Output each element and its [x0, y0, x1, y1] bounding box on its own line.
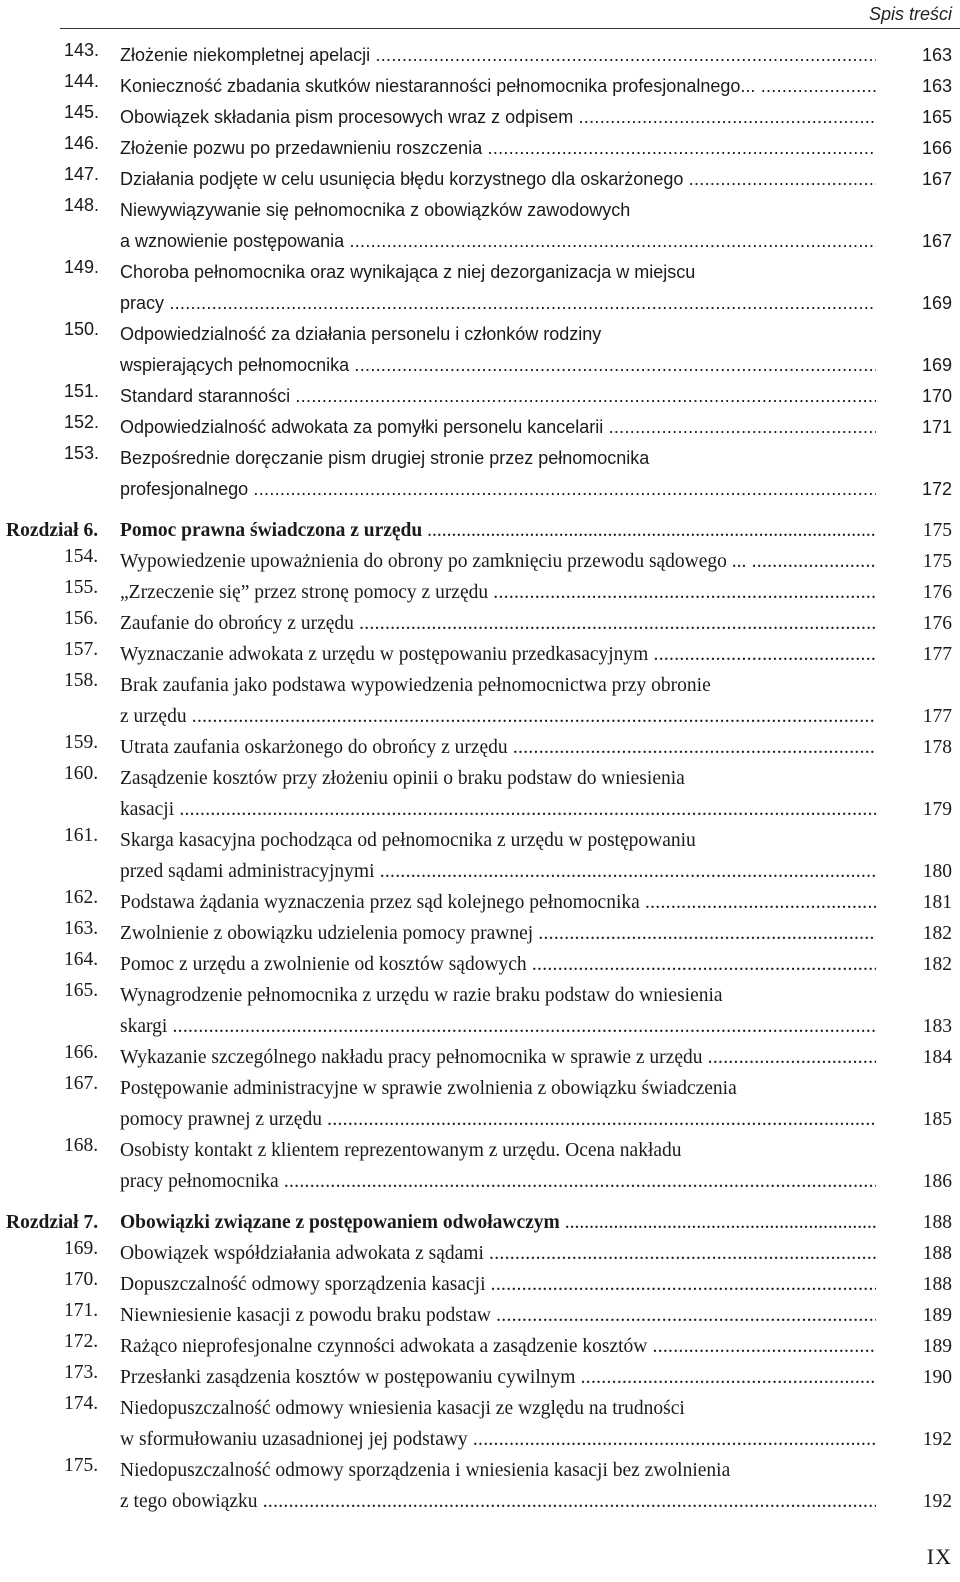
entry-page-number: 180 [922, 861, 952, 882]
entry-title-line: Podstawa żądania wyznaczenia przez sąd kolejnego pełnomocnika ..... [120, 887, 876, 918]
header-divider [60, 28, 960, 29]
entry-number: 162. [64, 887, 99, 908]
entry-number: 154. [64, 546, 99, 567]
chapter-page-number: 175 [922, 520, 952, 541]
entry-number: 168. [64, 1135, 99, 1156]
entry-number: 164. [64, 949, 99, 970]
entry-title-line: Brak zaufania jako podstawa wypowiedzenia pełnomocnictwa przy obronie [120, 675, 711, 696]
toc-entry [0, 1455, 960, 1517]
entry-title-line: Wykazanie szczególnego nakładu pracy pełnomocnika w sprawie z urzędu ..... [120, 1042, 876, 1073]
toc-entry [0, 1073, 960, 1135]
entry-page-number: 185 [922, 1109, 952, 1130]
entry-title-line: Niewywiązywanie się pełnomocnika z obowiązków zawodowych [120, 200, 631, 220]
entry-title-line: Złożenie pozwu po przedawnieniu roszczenia ..... [120, 133, 876, 164]
entry-page-number: 190 [922, 1367, 952, 1388]
entry-title-line: Zasądzenie kosztów przy złożeniu opinii o braku podstaw do wniesienia [120, 768, 685, 789]
entry-title-line: Konieczność zbadania skutków niestaranności pełnomocnika profesjonalnego... ..... [120, 71, 876, 102]
entry-page-number: 188 [922, 1274, 952, 1295]
toc-entry [0, 546, 960, 577]
chapter-prefix: Rozdział 6. [6, 520, 99, 541]
entry-title-line: z tego obowiązku ..... [120, 1486, 876, 1517]
entry-number: 151. [64, 381, 100, 401]
entry-title-line: Bezpośrednie doręczanie pism drugiej stronie przez pełnomocnika [120, 448, 650, 468]
entry-title-line: a wznowienie postępowania ..... [120, 226, 876, 257]
toc-entry [0, 102, 960, 133]
toc-entry [0, 133, 960, 164]
toc-entry [0, 608, 960, 639]
entry-page-number: 183 [922, 1016, 952, 1037]
entry-title-line: Zwolnienie z obowiązku udzielenia pomocy prawnej ..... [120, 918, 876, 949]
entry-title-line: Skarga kasacyjna pochodząca od pełnomocnika z urzędu w postępowaniu [120, 830, 696, 851]
toc-entry [0, 40, 960, 71]
chapter-page-number: 188 [922, 1212, 952, 1233]
toc-entry [0, 639, 960, 670]
toc-entry [0, 577, 960, 608]
toc-entry [0, 887, 960, 918]
entry-title-line: Niewniesienie kasacji z powodu braku podstaw ..... [120, 1300, 876, 1331]
entry-number: 147. [64, 164, 100, 184]
entry-page-number: 176 [922, 613, 952, 634]
toc-entry [0, 732, 960, 763]
entry-title-line: Rażąco nieprofesjonalne czynności adwokata a zasądzenie kosztów ..... [120, 1331, 876, 1362]
toc-entry [0, 1269, 960, 1300]
entry-title-line: Obowiązek składania pism procesowych wraz z odpisem ..... [120, 102, 876, 133]
entry-title-line: przed sądami administracyjnymi ..... [120, 856, 876, 887]
entry-page-number: 171 [921, 417, 952, 437]
toc-entry [0, 980, 960, 1042]
toc-entry [0, 1300, 960, 1331]
toc-entry [0, 1238, 960, 1269]
entry-number: 175. [64, 1455, 99, 1476]
entry-page-number: 179 [922, 799, 952, 820]
entry-title-line: Przesłanki zasądzenia kosztów w postępowaniu cywilnym ..... [120, 1362, 876, 1393]
entry-title-line: Działania podjęte w celu usunięcia błędu korzystnego dla oskarżonego ..... [120, 164, 876, 195]
entry-page-number: 188 [922, 1243, 952, 1264]
entry-page-number: 163 [921, 45, 952, 65]
entry-page-number: 172 [921, 479, 952, 499]
entry-number: 145. [64, 102, 100, 122]
entry-page-number: 177 [922, 644, 952, 665]
toc-entry [0, 949, 960, 980]
entry-title-line: profesjonalnego ..... [120, 474, 876, 505]
entry-page-number: 163 [921, 76, 952, 96]
entry-page-number: 176 [922, 582, 952, 603]
toc-entry [0, 164, 960, 195]
entry-number: 146. [64, 133, 100, 153]
running-header-section-label: Spis treści [868, 4, 952, 24]
entry-number: 158. [64, 670, 99, 691]
entry-number: 167. [64, 1073, 99, 1094]
chapter-title: Pomoc prawna świadczona z urzędu ..... [120, 515, 876, 546]
entry-page-number: 175 [922, 551, 952, 572]
toc-entry [0, 71, 960, 102]
entry-page-number: 189 [922, 1336, 952, 1357]
entry-number: 153. [64, 443, 100, 463]
entry-number: 156. [64, 608, 99, 629]
toc-entry [0, 412, 960, 443]
entry-number: 163. [64, 918, 99, 939]
entry-page-number: 170 [921, 386, 952, 406]
entry-number: 165. [64, 980, 99, 1001]
toc-entry [0, 825, 960, 887]
entry-page-number: 165 [921, 107, 952, 127]
entry-title-line: Obowiązek współdziałania adwokata z sądami ..... [120, 1238, 876, 1269]
entry-title-line: Wyznaczanie adwokata z urzędu w postępowaniu przedkasacyjnym ..... [120, 639, 876, 670]
entry-title-line: Niedopuszczalność odmowy sporządzenia i wniesienia kasacji bez zwolnienia [120, 1460, 731, 1481]
entry-number: 171. [64, 1300, 99, 1321]
entry-number: 170. [64, 1269, 99, 1290]
entry-title-line: „Zrzeczenie się” przez stronę pomocy z urzędu ..... [120, 577, 876, 608]
entry-number: 166. [64, 1042, 99, 1063]
entry-number: 160. [64, 763, 99, 784]
entry-title-line: z urzędu ..... [120, 701, 876, 732]
entry-number: 174. [64, 1393, 99, 1414]
entry-title-line: pracy pełnomocnika ..... [120, 1166, 876, 1197]
entry-number: 173. [64, 1362, 99, 1383]
entry-number: 155. [64, 577, 99, 598]
entry-title-line: w sformułowaniu uzasadnionej jej podstawy ..... [120, 1424, 876, 1455]
toc-entry [0, 381, 960, 412]
entry-page-number: 186 [922, 1171, 952, 1192]
entry-title-line: Wypowiedzenie upoważnienia do obrony po zamknięciu przewodu sądowego ... ..... [120, 546, 876, 577]
toc-entry [0, 1331, 960, 1362]
entry-number: 150. [64, 319, 100, 339]
entry-number: 144. [64, 71, 100, 91]
table-of-contents [0, 40, 960, 1517]
toc-chapter-heading [0, 515, 960, 546]
entry-number: 161. [64, 825, 99, 846]
toc-entry [0, 1135, 960, 1197]
entry-title-line: wspierających pełnomocnika ..... [120, 350, 876, 381]
entry-title-line: Złożenie niekompletnej apelacji ..... [120, 40, 876, 71]
entry-page-number: 184 [922, 1047, 952, 1068]
entry-title-line: Niedopuszczalność odmowy wniesienia kasacji ze względu na trudności [120, 1398, 685, 1419]
entry-page-number: 169 [921, 355, 952, 375]
entry-page-number: 178 [922, 737, 952, 758]
entry-number: 143. [64, 40, 100, 60]
entry-title-line: Dopuszczalność odmowy sporządzenia kasacji ..... [120, 1269, 876, 1300]
entry-number: 159. [64, 732, 99, 753]
toc-entry [0, 918, 960, 949]
toc-entry [0, 319, 960, 381]
entry-page-number: 167 [921, 231, 952, 251]
entry-title-line: Choroba pełnomocnika oraz wynikająca z niej dezorganizacja w miejscu [120, 262, 696, 282]
entry-title-line: Odpowiedzialność adwokata za pomyłki personelu kancelarii ..... [120, 412, 876, 443]
entry-number: 172. [64, 1331, 99, 1352]
entry-page-number: 189 [922, 1305, 952, 1326]
toc-entry [0, 1393, 960, 1455]
entry-page-number: 192 [922, 1491, 952, 1512]
toc-entry [0, 670, 960, 732]
chapter-title: Obowiązki związane z postępowaniem odwoławczym ..... [120, 1207, 876, 1238]
entry-page-number: 166 [921, 138, 952, 158]
entry-page-number: 182 [922, 954, 952, 975]
entry-title-line: skargi ..... [120, 1011, 876, 1042]
toc-chapter-heading [0, 1207, 960, 1238]
entry-page-number: 192 [922, 1429, 952, 1450]
page-number: IX [926, 1544, 952, 1569]
entry-number: 157. [64, 639, 99, 660]
entry-title-line: pracy ..... [120, 288, 876, 319]
toc-entry [0, 1042, 960, 1073]
entry-page-number: 181 [922, 892, 952, 913]
toc-entry [0, 1362, 960, 1393]
entry-title-line: Odpowiedzialność za działania personelu i członków rodziny [120, 324, 602, 344]
entry-page-number: 169 [921, 293, 952, 313]
toc-entry [0, 763, 960, 825]
entry-number: 152. [64, 412, 100, 432]
toc-entry [0, 257, 960, 319]
entry-title-line: Osobisty kontakt z klientem reprezentowanym z urzędu. Ocena nakładu [120, 1140, 682, 1161]
entry-number: 148. [64, 195, 100, 215]
entry-title-line: kasacji ..... [120, 794, 876, 825]
entry-title-line: Standard staranności ..... [120, 381, 876, 412]
entry-title-line: Wynagrodzenie pełnomocnika z urzędu w razie braku podstaw do wniesienia [120, 985, 723, 1006]
toc-entry [0, 443, 960, 505]
entry-title-line: pomocy prawnej z urzędu ..... [120, 1104, 876, 1135]
entry-number: 149. [64, 257, 100, 277]
entry-title-line: Postępowanie administracyjne w sprawie zwolnienia z obowiązku świadczenia [120, 1078, 737, 1099]
entry-page-number: 182 [922, 923, 952, 944]
entry-title-line: Utrata zaufania oskarżonego do obrońcy z urzędu ..... [120, 732, 876, 763]
entry-page-number: 167 [921, 169, 952, 189]
toc-entry [0, 195, 960, 257]
entry-title-line: Pomoc z urzędu a zwolnienie od kosztów sądowych ..... [120, 949, 876, 980]
chapter-prefix: Rozdział 7. [6, 1212, 99, 1233]
entry-title-line: Zaufanie do obrońcy z urzędu ..... [120, 608, 876, 639]
entry-number: 169. [64, 1238, 99, 1259]
entry-page-number: 177 [922, 706, 952, 727]
